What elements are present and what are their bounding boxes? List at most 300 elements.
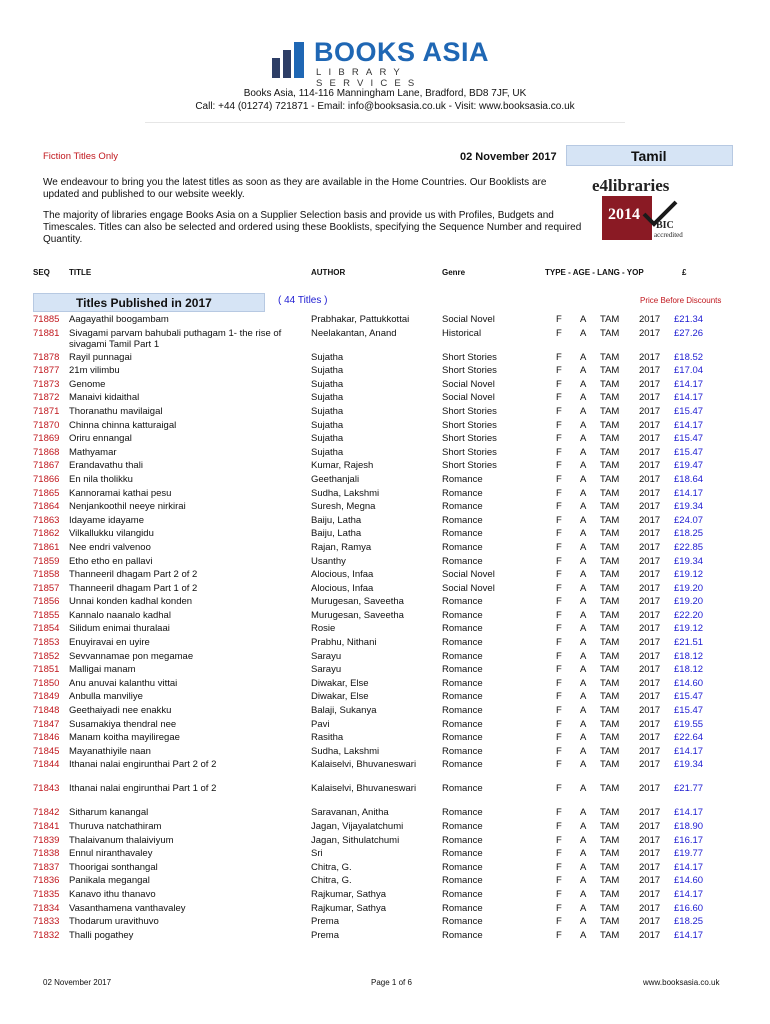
book-genre: Short Stories	[442, 446, 497, 458]
table-row	[0, 405, 770, 419]
book-type: F	[556, 378, 562, 390]
book-language: TAM	[600, 848, 620, 860]
book-age: A	[580, 861, 587, 873]
book-language: TAM	[600, 569, 620, 581]
table-row	[0, 595, 770, 609]
seq-number: 71867	[33, 460, 60, 472]
table-row	[0, 915, 770, 929]
book-genre: Short Stories	[442, 351, 497, 363]
book-price: £14.17	[674, 419, 704, 431]
seq-number: 71878	[33, 351, 60, 363]
book-type: F	[556, 916, 562, 928]
book-genre: Romance	[442, 637, 483, 649]
book-type: F	[556, 759, 562, 771]
book-price: £16.17	[674, 834, 704, 846]
book-author: Geethanjali	[311, 473, 360, 485]
book-age: A	[580, 902, 587, 914]
book-year: 2017	[639, 902, 661, 914]
footer-website[interactable]: www.booksasia.co.uk	[643, 978, 720, 987]
table-row	[0, 704, 770, 718]
book-year: 2017	[639, 365, 661, 377]
book-language: TAM	[600, 691, 620, 703]
book-author: Kalaiselvi, Bhuvaneswari	[311, 783, 417, 795]
book-type: F	[556, 834, 562, 846]
book-author: Alocious, Infaa	[311, 569, 374, 581]
seq-number: 71852	[33, 650, 60, 662]
book-genre: Romance	[442, 501, 483, 513]
book-age: A	[580, 419, 587, 431]
book-type: F	[556, 861, 562, 873]
book-type: F	[556, 405, 562, 417]
book-price: £14.17	[674, 378, 704, 390]
book-age: A	[580, 501, 587, 513]
book-age: A	[580, 327, 587, 339]
book-year: 2017	[639, 528, 661, 540]
footer-date: 02 November 2017	[43, 978, 112, 987]
seq-number: 71858	[33, 569, 60, 581]
book-author: Usanthy	[311, 555, 346, 567]
book-year: 2017	[639, 419, 661, 431]
book-age: A	[580, 555, 587, 567]
logo-brand: BOOKS ASIA	[314, 37, 490, 67]
book-type: F	[556, 848, 562, 860]
section-header	[33, 293, 265, 312]
book-language: TAM	[600, 541, 620, 553]
seq-number: 71872	[33, 392, 60, 404]
seq-number: 71885	[33, 314, 60, 325]
table-row	[0, 351, 770, 365]
seq-number: 71856	[33, 596, 60, 608]
table-row	[0, 690, 770, 704]
intro-paragraph-1: We endeavour to bring you the latest titles as soon as they are available in the Home Countries. Our Booklists are updated and published to our website weekly.	[43, 177, 547, 201]
book-type: F	[556, 929, 562, 941]
book-title: Manaivi kidaithal	[69, 392, 140, 404]
book-language: TAM	[600, 378, 620, 390]
seq-number: 71845	[33, 745, 60, 757]
book-title: Oriru ennangal	[69, 433, 132, 445]
seq-number: 71855	[33, 609, 60, 621]
book-type: F	[556, 351, 562, 363]
book-author: Sujatha	[311, 419, 344, 431]
book-age: A	[580, 351, 587, 363]
book-age: A	[580, 916, 587, 928]
e4libraries-title: e4libraries	[592, 176, 670, 195]
book-language: TAM	[600, 365, 620, 377]
header-divider	[145, 122, 625, 123]
book-genre: Short Stories	[442, 405, 497, 417]
book-author: Diwakar, Else	[311, 691, 369, 703]
book-type: F	[556, 609, 562, 621]
book-author: Sarayu	[311, 650, 342, 662]
table-row	[0, 902, 770, 916]
book-age: A	[580, 405, 587, 417]
book-age: A	[580, 637, 587, 649]
col-header-author: AUTHOR	[311, 268, 346, 277]
book-title: Manam koitha mayiliregae	[69, 732, 180, 744]
table-row	[0, 758, 770, 782]
book-author: Rajkumar, Sathya	[311, 902, 386, 914]
book-genre: Romance	[442, 902, 483, 914]
book-title: Vilkallukku vilangidu	[69, 528, 154, 540]
book-type: F	[556, 650, 562, 662]
book-type: F	[556, 807, 562, 819]
book-title: Thalli pogathey	[69, 929, 134, 941]
book-price: £19.34	[674, 555, 704, 567]
book-genre: Romance	[442, 888, 483, 900]
book-price: £19.12	[674, 623, 704, 635]
book-author: Sujatha	[311, 405, 344, 417]
book-year: 2017	[639, 446, 661, 458]
seq-number: 71853	[33, 637, 60, 649]
book-title: Sevvannamae pon megamae	[69, 650, 194, 662]
book-type: F	[556, 446, 562, 458]
book-language: TAM	[600, 718, 620, 730]
book-type: F	[556, 392, 562, 404]
book-year: 2017	[639, 848, 661, 860]
seq-number: 71842	[33, 807, 60, 819]
book-language: TAM	[600, 732, 620, 744]
book-title: Genome	[69, 378, 106, 390]
book-price: £18.25	[674, 528, 704, 540]
table-row	[0, 473, 770, 487]
book-title: Panikala megangal	[69, 875, 150, 887]
book-price: £22.85	[674, 541, 704, 553]
book-language: TAM	[600, 596, 620, 608]
book-title: Nenjankoothil neeye nirkirai	[69, 501, 186, 513]
book-title: Geethaiyadi nee enakku	[69, 705, 172, 717]
book-genre: Short Stories	[442, 460, 497, 472]
book-age: A	[580, 609, 587, 621]
book-title: Susamakiya thendral nee	[69, 718, 177, 730]
book-title: Thanneeril dhagam Part 2 of 2	[69, 569, 198, 581]
seq-number: 71866	[33, 473, 60, 485]
book-language: TAM	[600, 351, 620, 363]
contact-address	[0, 87, 770, 113]
table-row	[0, 820, 770, 834]
book-author: Sujatha	[311, 392, 344, 404]
book-title: Malligai manam	[69, 664, 136, 676]
seq-number: 71832	[33, 929, 60, 941]
table-row	[0, 745, 770, 759]
book-price: £27.26	[674, 327, 704, 339]
book-age: A	[580, 392, 587, 404]
col-header-seq: SEQ	[33, 268, 50, 277]
seq-number: 71854	[33, 623, 60, 635]
book-title: Aagayathil boogambam	[69, 314, 169, 325]
book-title: Rayil punnagai	[69, 351, 132, 363]
book-price: £14.17	[674, 392, 704, 404]
table-row	[0, 500, 770, 514]
book-year: 2017	[639, 392, 661, 404]
address-line-2[interactable]: Call: +44 (01274) 721871 - Email: info@booksasia.co.uk - Visit: www.booksasia.co.uk	[195, 101, 575, 112]
book-price: £18.90	[674, 821, 704, 832]
seq-number: 71861	[33, 541, 60, 553]
book-type: F	[556, 419, 562, 431]
col-header-type: TYPE - AGE - LANG - YOP	[545, 268, 644, 277]
book-language: TAM	[600, 834, 620, 846]
logo-bars-icon	[272, 42, 310, 78]
book-title: 21m vilimbu	[69, 365, 120, 377]
book-price: £19.12	[674, 569, 704, 581]
book-genre: Romance	[442, 623, 483, 635]
book-type: F	[556, 541, 562, 553]
book-author: Prema	[311, 916, 339, 928]
book-age: A	[580, 834, 587, 846]
book-genre: Romance	[442, 807, 483, 819]
book-language: TAM	[600, 916, 620, 928]
book-genre: Short Stories	[442, 433, 497, 445]
book-language: TAM	[600, 677, 620, 689]
book-genre: Romance	[442, 555, 483, 567]
seq-number: 71847	[33, 718, 60, 730]
book-title: Sitharum kanangal	[69, 807, 149, 819]
logo-subtitle: LIBRARY SERVICES	[316, 67, 422, 89]
book-language: TAM	[600, 433, 620, 445]
book-price: £19.34	[674, 501, 704, 513]
book-type: F	[556, 783, 562, 795]
book-age: A	[580, 875, 587, 887]
table-row	[0, 541, 770, 555]
book-age: A	[580, 705, 587, 717]
book-type: F	[556, 902, 562, 914]
price-note: Price Before Discounts	[640, 296, 722, 305]
book-author: Chitra, G.	[311, 861, 352, 873]
book-language: TAM	[600, 745, 620, 757]
book-author: Suresh, Megna	[311, 501, 376, 513]
book-genre: Romance	[442, 705, 483, 717]
book-title: Thalaivanum thalaiviyum	[69, 834, 174, 846]
book-genre: Romance	[442, 745, 483, 757]
book-language: TAM	[600, 783, 620, 795]
col-header-price: £	[682, 268, 687, 277]
book-year: 2017	[639, 783, 661, 795]
section-title: Titles Published in 2017	[76, 296, 212, 310]
book-language: TAM	[600, 405, 620, 417]
book-price: £18.25	[674, 916, 704, 928]
book-title: Thoorigai sonthangal	[69, 861, 158, 873]
book-title: Kannoramai kathai pesu	[69, 487, 172, 499]
book-age: A	[580, 569, 587, 581]
book-price: £14.60	[674, 875, 704, 887]
table-row	[0, 861, 770, 875]
book-genre: Romance	[442, 487, 483, 499]
book-genre: Romance	[442, 759, 483, 771]
book-genre: Romance	[442, 861, 483, 873]
table-row	[0, 806, 770, 820]
table-row	[0, 555, 770, 569]
book-year: 2017	[639, 834, 661, 846]
table-row	[0, 459, 770, 473]
book-author: Prabhu, Nithani	[311, 637, 377, 649]
book-language: TAM	[600, 514, 620, 526]
book-price: £14.60	[674, 677, 704, 689]
book-genre: Romance	[442, 834, 483, 846]
table-row	[0, 313, 770, 327]
book-language: TAM	[600, 314, 620, 325]
seq-number: 71877	[33, 365, 60, 377]
book-age: A	[580, 759, 587, 771]
book-type: F	[556, 555, 562, 567]
seq-number: 71865	[33, 487, 60, 499]
book-title: Thanneeril dhagam Part 1 of 2	[69, 582, 198, 594]
book-price: £18.12	[674, 650, 704, 662]
seq-number: 71881	[33, 327, 60, 339]
book-genre: Social Novel	[442, 378, 495, 390]
book-title: Nee endri valvenoo	[69, 541, 151, 553]
book-author: Sudha, Lakshmi	[311, 745, 380, 757]
book-language: TAM	[600, 609, 620, 621]
book-author: Kumar, Rajesh	[311, 460, 374, 472]
book-year: 2017	[639, 405, 661, 417]
book-type: F	[556, 460, 562, 472]
book-genre: Romance	[442, 929, 483, 941]
book-author: Saravanan, Anitha	[311, 807, 389, 819]
table-row	[0, 731, 770, 745]
book-title: Etho etho en pallavi	[69, 555, 153, 567]
table-row	[0, 888, 770, 902]
book-age: A	[580, 596, 587, 608]
seq-number: 71835	[33, 888, 60, 900]
book-year: 2017	[639, 718, 661, 730]
book-language: TAM	[600, 419, 620, 431]
book-author: Neelakantan, Anand	[311, 327, 397, 339]
seq-number: 71848	[33, 705, 60, 717]
book-age: A	[580, 514, 587, 526]
table-row	[0, 636, 770, 650]
intro-paragraph-2: The majority of libraries engage Books Asia on a Supplier Selection basis and provide us with Profiles, Budgets and Timescales. Titles can also be selected and ordered using these Booklists, specifying the Sequence Number and required Quantity.	[43, 210, 582, 246]
book-year: 2017	[639, 677, 661, 689]
book-genre: Romance	[442, 821, 483, 832]
book-age: A	[580, 888, 587, 900]
book-age: A	[580, 582, 587, 594]
title-count: ( 44 Titles )	[278, 295, 328, 306]
list-date: 02 November 2017	[460, 151, 557, 163]
book-language: TAM	[600, 888, 620, 900]
book-price: £15.47	[674, 705, 704, 717]
book-author: Chitra, G.	[311, 875, 352, 887]
book-price: £21.77	[674, 783, 704, 795]
book-price: £19.34	[674, 759, 704, 771]
table-row	[0, 378, 770, 392]
book-title: Ennul niranthavaley	[69, 848, 153, 860]
book-genre: Romance	[442, 596, 483, 608]
book-year: 2017	[639, 664, 661, 676]
table-row	[0, 364, 770, 378]
book-author: Rosie	[311, 623, 336, 635]
table-row	[0, 874, 770, 888]
seq-number: 71873	[33, 378, 60, 390]
seq-number: 71839	[33, 834, 60, 846]
book-price: £22.20	[674, 609, 704, 621]
book-year: 2017	[639, 929, 661, 941]
seq-number: 71859	[33, 555, 60, 567]
book-genre: Romance	[442, 677, 483, 689]
table-row	[0, 834, 770, 848]
seq-number: 71844	[33, 759, 60, 771]
book-age: A	[580, 460, 587, 472]
table-row	[0, 782, 770, 806]
book-language: TAM	[600, 623, 620, 635]
book-author: Alocious, Infaa	[311, 582, 374, 594]
book-list	[0, 313, 770, 942]
book-age: A	[580, 929, 587, 941]
book-age: A	[580, 487, 587, 499]
book-year: 2017	[639, 596, 661, 608]
book-price: £18.12	[674, 664, 704, 676]
book-author: Rajkumar, Sathya	[311, 888, 386, 900]
book-language: TAM	[600, 501, 620, 513]
book-genre: Social Novel	[442, 392, 495, 404]
book-author: Sujatha	[311, 378, 344, 390]
book-author: Kalaiselvi, Bhuvaneswari	[311, 759, 417, 771]
book-year: 2017	[639, 875, 661, 887]
book-title: Thoranathu mavilaigal	[69, 405, 163, 417]
book-price: £15.47	[674, 446, 704, 458]
table-row	[0, 650, 770, 664]
book-age: A	[580, 718, 587, 730]
book-price: £18.52	[674, 351, 704, 363]
book-price: £14.17	[674, 888, 704, 900]
seq-number: 71838	[33, 848, 60, 860]
book-type: F	[556, 365, 562, 377]
book-author: Sujatha	[311, 365, 344, 377]
book-year: 2017	[639, 569, 661, 581]
book-year: 2017	[639, 351, 661, 363]
seq-number: 71850	[33, 677, 60, 689]
book-price: £18.64	[674, 473, 704, 485]
book-age: A	[580, 691, 587, 703]
book-type: F	[556, 875, 562, 887]
book-year: 2017	[639, 705, 661, 717]
books-asia-logo	[272, 37, 492, 89]
book-language: TAM	[600, 902, 620, 914]
book-title: Mayanathiyile naan	[69, 745, 151, 757]
book-language: TAM	[600, 664, 620, 676]
book-title: Vasanthamena vanthavaley	[69, 902, 186, 914]
book-type: F	[556, 888, 562, 900]
book-type: F	[556, 433, 562, 445]
book-genre: Romance	[442, 609, 483, 621]
book-age: A	[580, 446, 587, 458]
book-genre: Romance	[442, 528, 483, 540]
e4libraries-badge	[588, 176, 703, 242]
book-type: F	[556, 637, 562, 649]
book-genre: Short Stories	[442, 365, 497, 377]
table-row	[0, 446, 770, 460]
book-author: Jagan, Vijayalatchumi	[311, 821, 404, 832]
footer-page: Page 1 of 6	[371, 978, 412, 987]
book-type: F	[556, 582, 562, 594]
book-author: Rasitha	[311, 732, 344, 744]
book-author: Balaji, Sukanya	[311, 705, 377, 717]
book-price: £15.47	[674, 433, 704, 445]
book-title: Thuruva natchathiram	[69, 821, 162, 832]
table-row	[0, 568, 770, 582]
book-type: F	[556, 732, 562, 744]
book-language: TAM	[600, 327, 620, 339]
book-age: A	[580, 732, 587, 744]
book-title: Chinna chinna katturaigal	[69, 419, 177, 431]
table-row	[0, 609, 770, 623]
seq-number: 71862	[33, 528, 60, 540]
book-type: F	[556, 473, 562, 485]
book-age: A	[580, 473, 587, 485]
col-header-title: TITLE	[69, 268, 92, 277]
book-title: Erandavathu thali	[69, 460, 143, 472]
book-author: Murugesan, Saveetha	[311, 596, 404, 608]
book-type: F	[556, 314, 562, 325]
book-language: TAM	[600, 861, 620, 873]
